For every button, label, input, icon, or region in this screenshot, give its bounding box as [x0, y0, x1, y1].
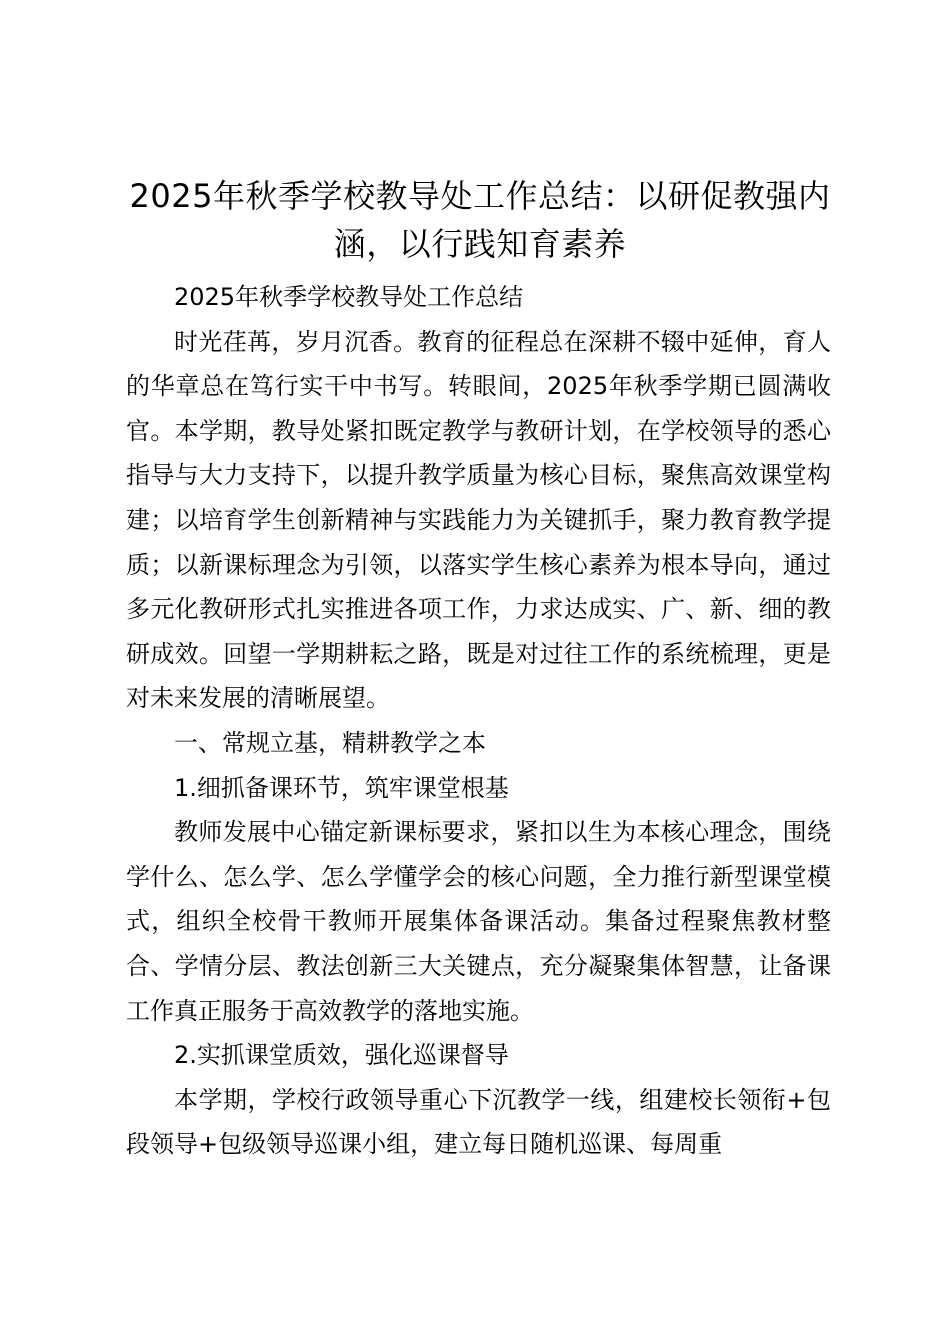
subtitle-paragraph: 2025年秋季学校教导处工作总结: [174, 283, 524, 311]
section-heading: 一、常规立基，精耕教学之本: [174, 728, 486, 757]
document-title: 2025年秋季学校教导处工作总结：以研促教强内涵，以行践知育素养: [129, 177, 831, 263]
body-paragraph: 本学期，学校行政领导重心下沉教学一线，组建校长领衔+包段领导+包级领导巡课小组，建立每日随机巡课、每周重: [126, 1085, 831, 1159]
subsection-heading: 2.实抓课堂质效，强化巡课督导: [174, 1041, 509, 1070]
body-paragraph: 教师发展中心锚定新课标要求，紧扣以生为本核心理念，围绕学什么、怎么学、怎么学懂学会的核心问题，全力推行新型课堂模式，组织全校骨干教师开展集体备课活动。集备过程聚焦教材整合、学情分层、教法创新三大关键点，充分凝聚集体智慧，让备课工作真正服务于高效教学的落地实施。: [126, 818, 831, 1025]
intro-paragraph: 时光荏苒，岁月沉香。教育的征程总在深耕不辍中延伸，育人的华章总在笃行实干中书写。转眼间，2025年秋季学期已圆满收官。本学期，教导处紧扣既定教学与教研计划，在学校领导的悉心指导与大力支持下，以提升教学质量为核心目标，聚焦高效课堂构建；以培育学生创新精神与实践能力为关键抓手，聚力教育教学提质；以新课标理念为引领，以落实学生核心素养为根本导向，通过多元化教研形式扎实推进各项工作，力求达成实、广、新、细的教研成效。回望一学期耕耘之路，既是对过往工作的系统梳理，更是对未来发展的清晰展望。: [126, 327, 831, 713]
document-body: [126, 275, 831, 1167]
subsection-heading: 1.细抓备课环节，筑牢课堂根基: [174, 773, 509, 802]
